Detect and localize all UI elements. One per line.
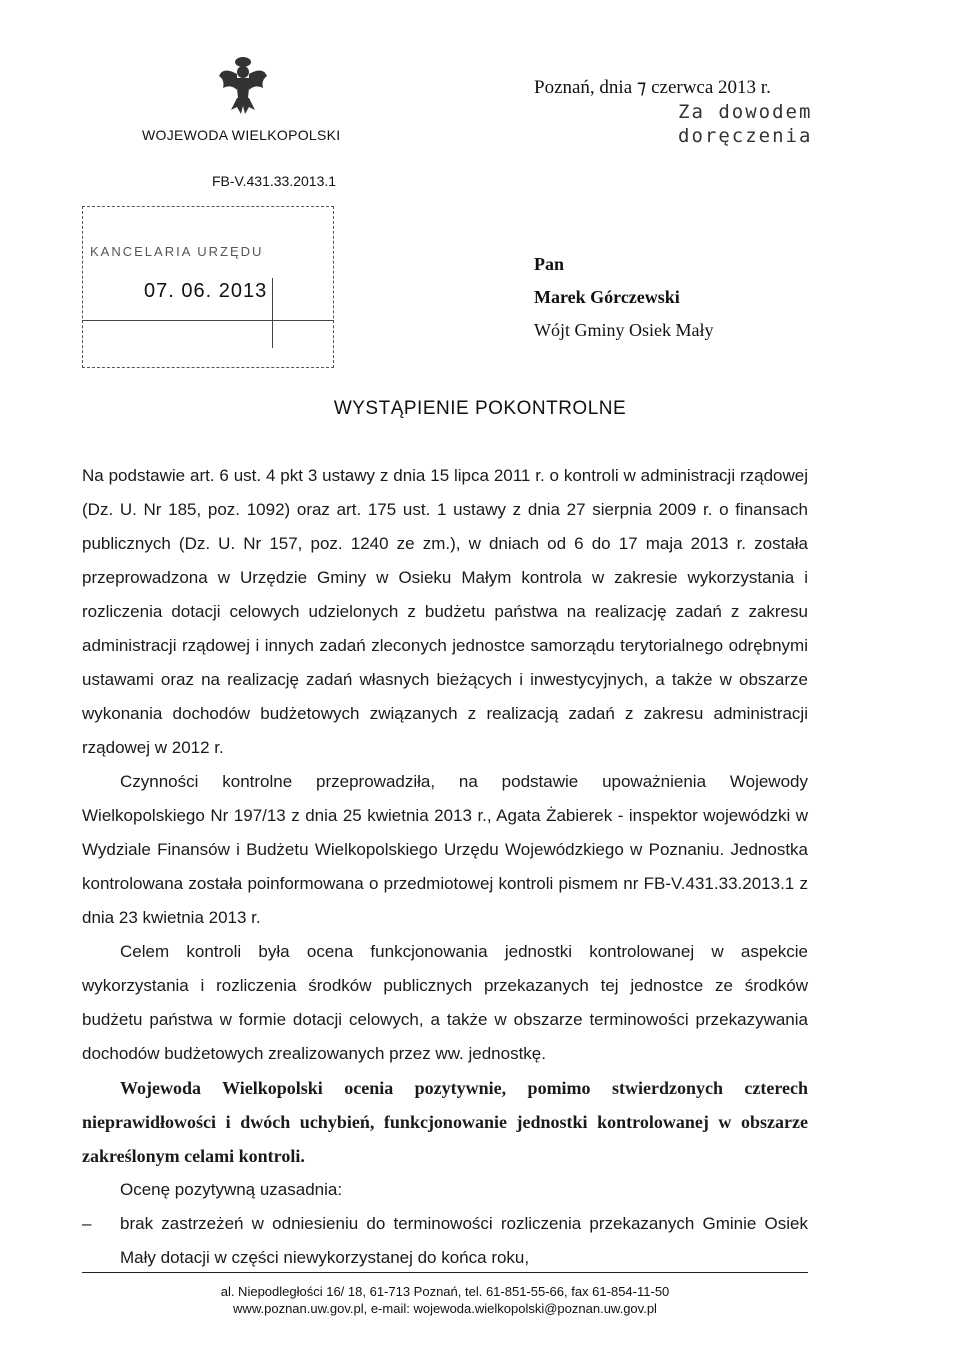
list-item-text: brak zastrzeżeń w odniesieniu do terminowości rozliczenia przekazanych Gminie Osiek Mały dotacji w części niewykorzystanej do końca roku, xyxy=(120,1214,808,1267)
stamp-divider xyxy=(82,320,334,321)
footer-divider xyxy=(82,1272,808,1273)
delivery-stamp-line: doręczenia xyxy=(678,125,813,147)
document-title: WYSTĄPIENIE POKONTROLNE xyxy=(333,398,627,419)
footer xyxy=(82,1283,808,1317)
paragraph: Czynności kontrolne przeprowadziła, na podstawie upoważnienia Wojewody Wielkopolskiego Nr 197/13 z dnia 25 kwietnia 2013 r., Agata Żabierek - inspektor wojewódzki w Wydziale Finansów i Budżetu Wielkopolskiego Urzędu Wojewódzkiego w Poznaniu. Jednostka kontrolowana została poinformowana o przedmiotowej kontroli pismem nr FB-V.431.33.2013.1 z dnia 23 kwietnia 2013 r. xyxy=(82,772,808,927)
recipient-name: Marek Górczewski xyxy=(534,287,680,307)
issuing-office: WOJEWODA WIELKOPOLSKI xyxy=(142,127,341,143)
document-body xyxy=(82,459,808,1275)
list-item xyxy=(82,1207,808,1275)
delivery-stamp xyxy=(678,100,812,148)
assessment-paragraph: Wojewoda Wielkopolski ocenia pozytywnie, pomimo stwierdzonych czterech nieprawidłowości i dwóch uchybień, funkcjonowanie jednostki kontrolowanej w obszarze zakreślonym celami kontroli. xyxy=(82,1078,808,1166)
recipient-block xyxy=(534,248,713,347)
paragraph: Na podstawie art. 6 ust. 4 pkt 3 ustawy z dnia 15 lipca 2011 r. o kontroli w administracji rządowej (Dz. U. Nr 185, poz. 1092) oraz art. 175 ust. 1 ustawy z dnia 27 sierpnia 2009 r. o finansach publicznych (Dz. U. Nr 157, poz. 1240 ze zm.), w dniach od 6 do 17 maja 2013 r. została przeprowadzona w Urzędzie Gminy w Osieku Małym kontrola w zakresie wykorzystania i rozliczenia dotacji celowych udzielonych z budżetu państwa na realizację zadań z zakresu administracji rządowej i innych zadań zleconych jednostce samorządu terytorialnego odrębnymi ustawami oraz na realizację zadań własnych bieżących i inwestycyjnych, a także w obszarze wykonania dochodów budżetowych związanych z realizacją zadań z zakresu administracji rządowej w 2012 r. xyxy=(82,466,808,757)
recipient-position: Wójt Gminy Osiek Mały xyxy=(534,320,714,340)
paragraph: Ocenę pozytywną uzasadnia: xyxy=(120,1180,343,1199)
receipt-stamp-date: 07. 06. 2013 xyxy=(144,280,268,302)
footer-contact: www.poznan.uw.gov.pl, e-mail: wojewoda.wielkopolski@poznan.uw.gov.pl xyxy=(233,1301,657,1316)
eagle-emblem-icon xyxy=(215,52,271,116)
delivery-stamp-line: Za dowodem xyxy=(678,101,813,123)
receipt-stamp-header: KANCELARIA URZĘDU xyxy=(90,244,264,259)
paragraph: Celem kontroli była ocena funkcjonowania jednostki kontrolowanej w aspekcie wykorzystania i rozliczenia środków publicznych przekazanych tej jednostce ze środków budżetu państwa w formie dotacji celowych, a także w obszarze terminowości przekazywania dochodów budżetowych zrealizowanych przez ww. jednostkę. xyxy=(82,942,808,1063)
recipient-salutation: Pan xyxy=(534,254,565,274)
footer-address: al. Niepodległości 16/ 18, 61-713 Poznań, tel. 61-851-55-66, fax 61-854-11-50 xyxy=(220,1284,670,1299)
place-and-date: Poznań, dnia ⁊ czerwca 2013 r. xyxy=(534,77,771,98)
list-dash: – xyxy=(82,1214,92,1233)
case-number: FB-V.431.33.2013.1 xyxy=(212,173,337,189)
stamp-divider xyxy=(272,278,273,348)
